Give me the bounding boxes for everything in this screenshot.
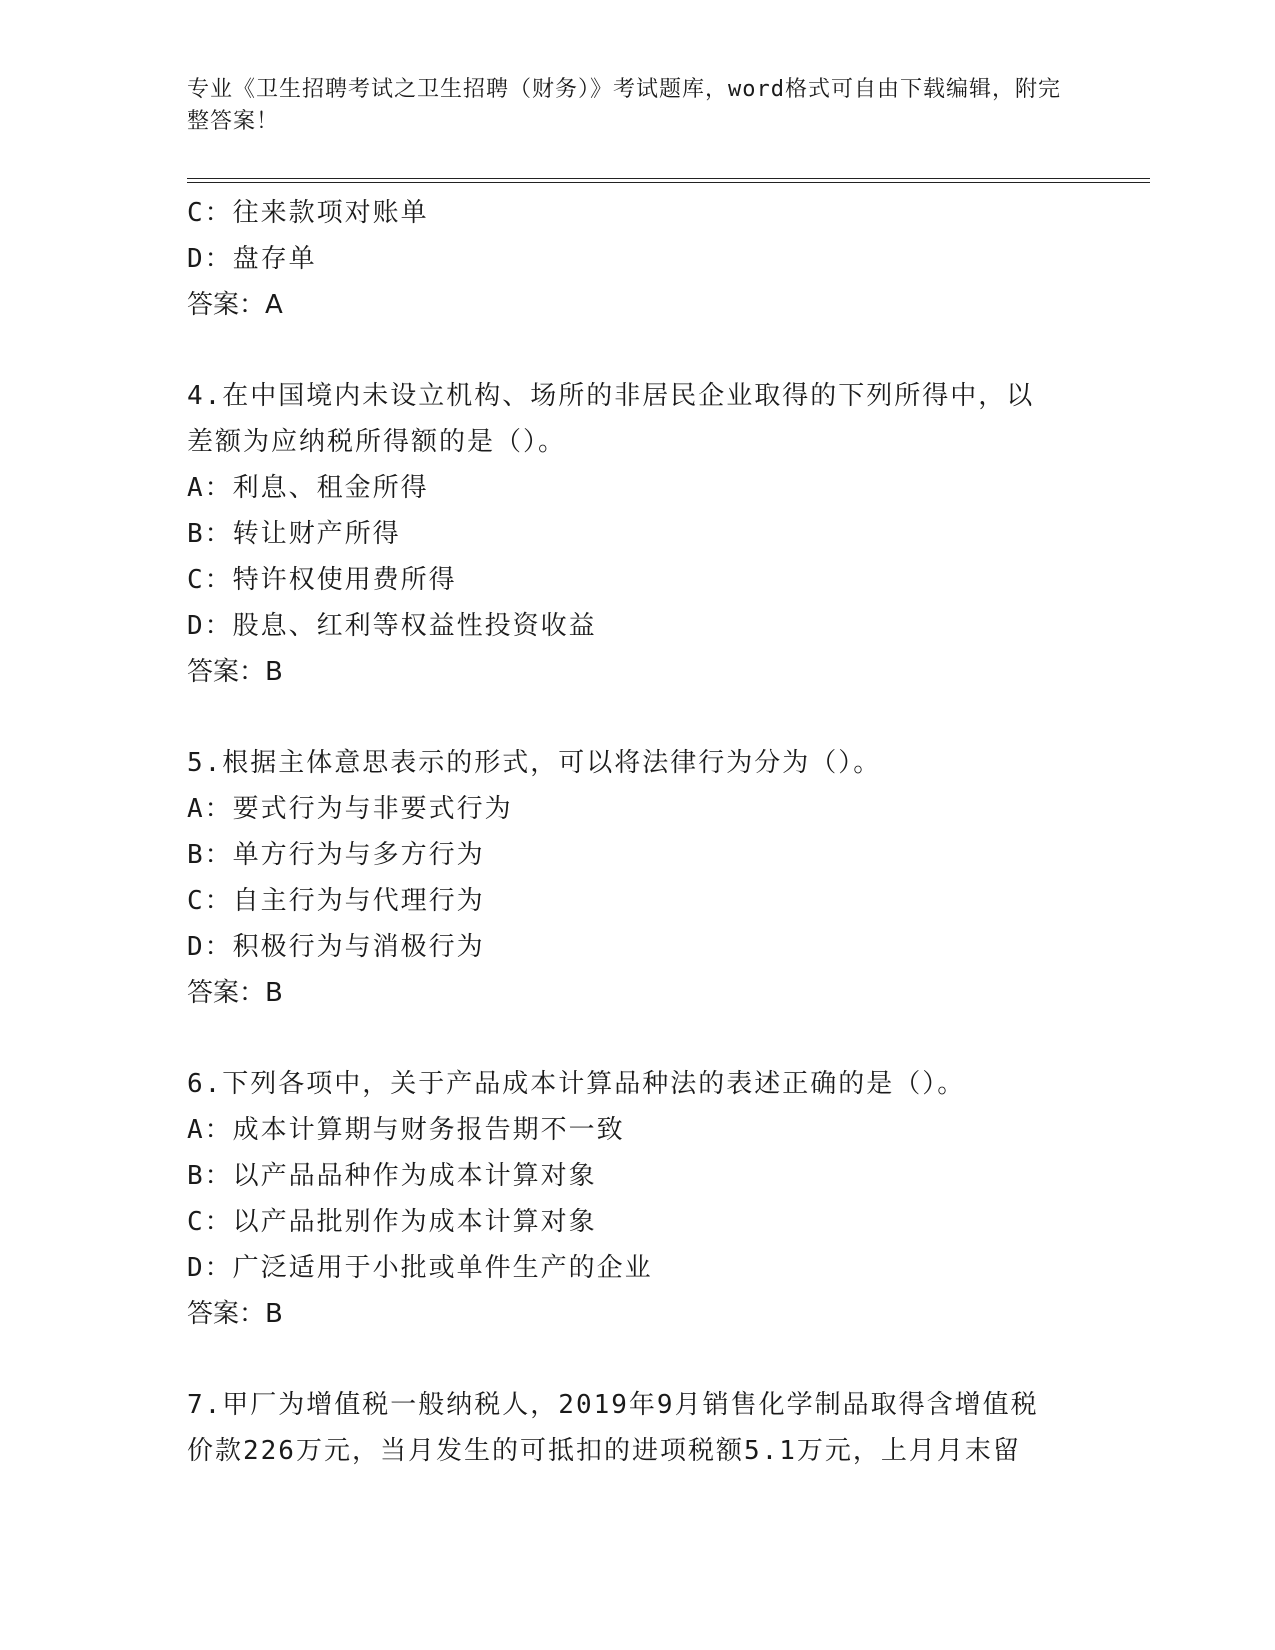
option-a: A：成本计算期与财务报告期不一致: [187, 1115, 625, 1145]
option-c: C：特许权使用费所得: [187, 565, 457, 595]
answer-line: 答案：B: [187, 1299, 283, 1329]
option-d: D：盘存单: [187, 244, 317, 274]
header-title: 专业《卫生招聘考试之卫生招聘（财务）》考试题库，word格式可自由下载编辑，附完整答案！: [187, 77, 1061, 134]
question-partial: [187, 190, 1087, 328]
option-b: B：单方行为与多方行为: [187, 840, 485, 870]
option-d: D：积极行为与消极行为: [187, 932, 485, 962]
option-c: C：自主行为与代理行为: [187, 886, 485, 916]
header-rule-bottom: [187, 182, 1150, 183]
header-rule-top: [187, 178, 1150, 179]
question-7: [187, 1382, 1087, 1474]
question-stem: 6.下列各项中，关于产品成本计算品种法的表述正确的是（）。: [187, 1069, 966, 1099]
option-a: A：利息、租金所得: [187, 473, 429, 503]
option-d: D：股息、红利等权益性投资收益: [187, 611, 597, 641]
option-b: B：转让财产所得: [187, 519, 401, 549]
option-c: C：以产品批别作为成本计算对象: [187, 1207, 597, 1237]
question-stem: 5.根据主体意思表示的形式，可以将法律行为分为（）。: [187, 748, 882, 778]
option-c: C：往来款项对账单: [187, 198, 429, 228]
question-5: [187, 740, 1087, 1016]
option-b: B：以产品品种作为成本计算对象: [187, 1161, 597, 1191]
question-list: [187, 190, 1087, 1474]
question-stem: 差额为应纳税所得额的是（）。: [187, 427, 567, 457]
option-d: D：广泛适用于小批或单件生产的企业: [187, 1253, 653, 1283]
answer-line: 答案：A: [187, 290, 283, 320]
question-stem: 7.甲厂为增值税一般纳税人，2019年9月销售化学制品取得含增值税: [187, 1390, 1039, 1420]
question-stem: 价款226万元，当月发生的可抵扣的进项税额5.1万元，上月月末留: [187, 1436, 1021, 1466]
document-header: [187, 74, 1067, 138]
question-6: [187, 1061, 1087, 1337]
question-4: [187, 373, 1087, 695]
answer-line: 答案：B: [187, 978, 283, 1008]
option-a: A：要式行为与非要式行为: [187, 794, 513, 824]
answer-line: 答案：B: [187, 657, 283, 687]
question-stem: 4.在中国境内未设立机构、场所的非居民企业取得的下列所得中，以: [187, 381, 1035, 411]
